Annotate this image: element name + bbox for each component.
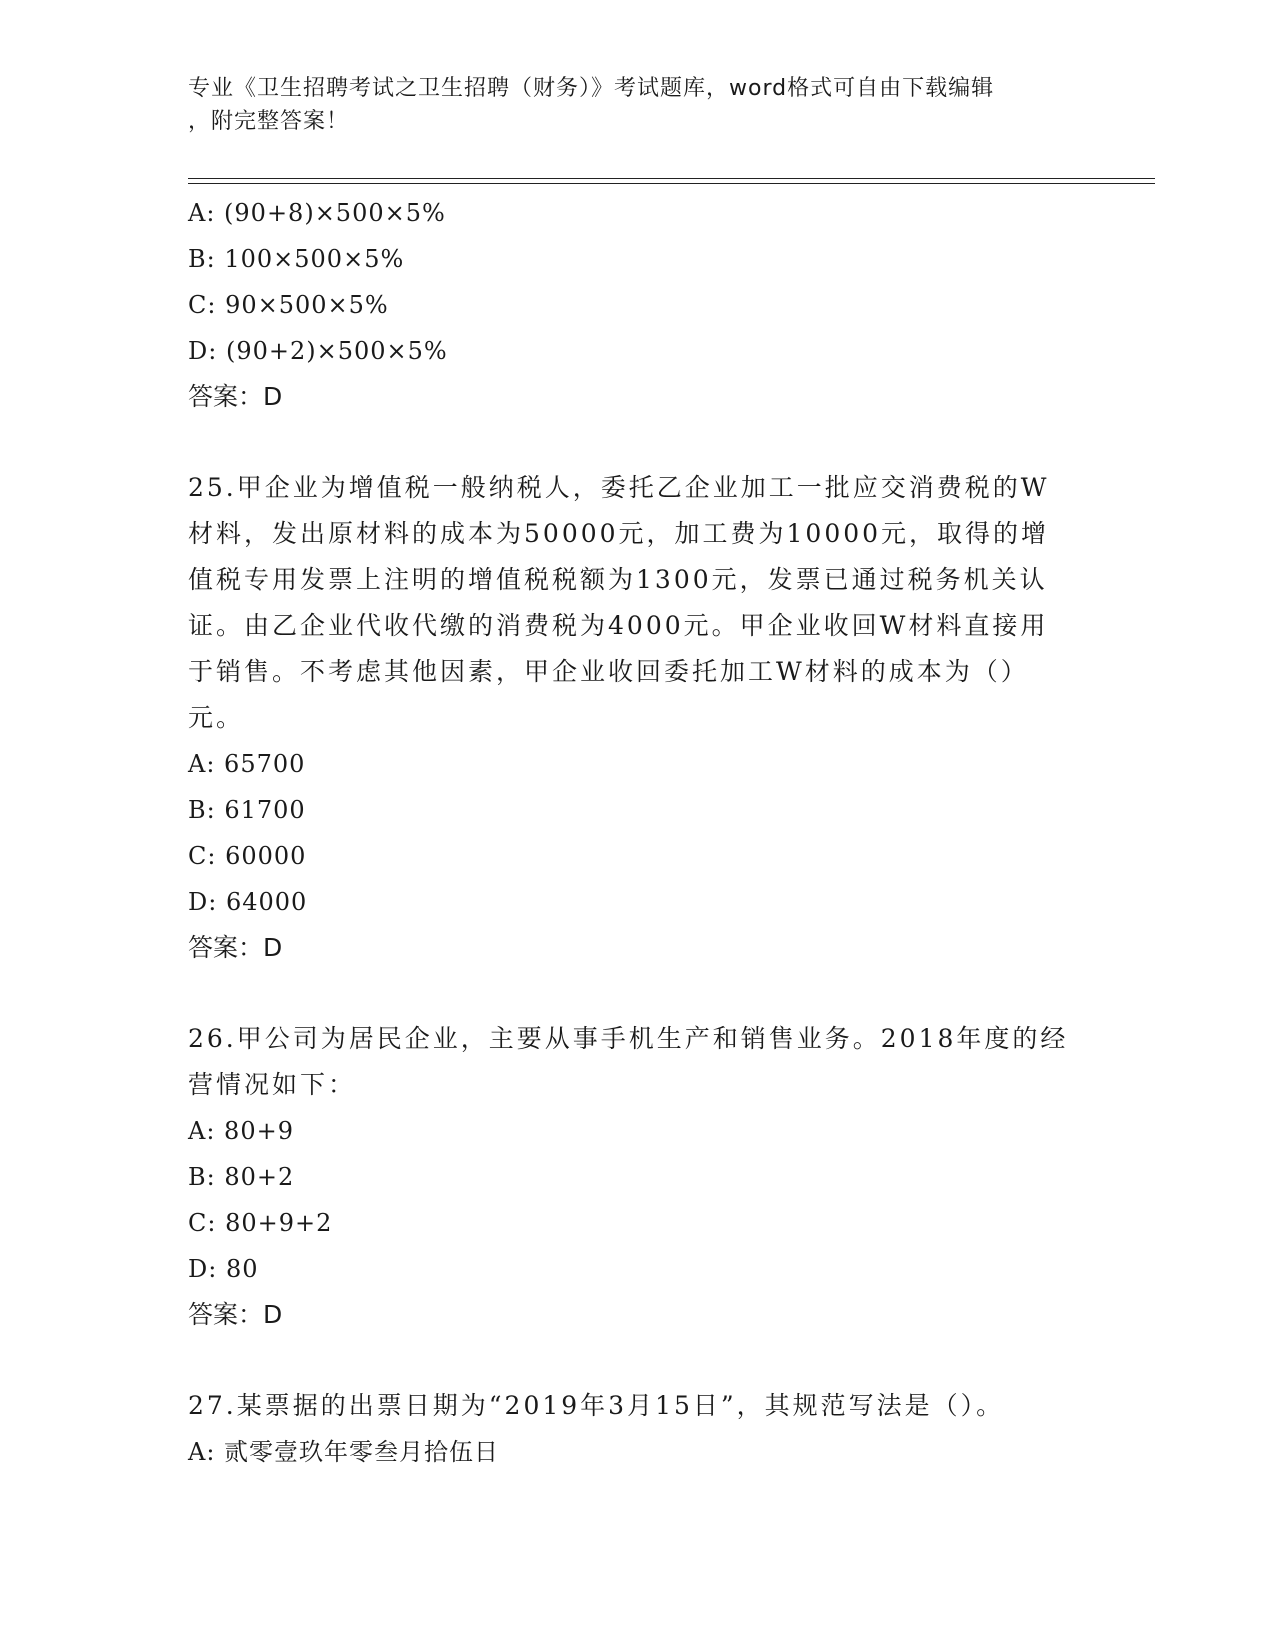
header-line-1: 专业《卫生招聘考试之卫生招聘（财务）》考试题库，word格式可自由下载编辑 — [188, 76, 995, 101]
question-stem-line: 材料，发出原材料的成本为50000元，加工费为10000元，取得的增 — [188, 519, 1050, 548]
question-stem-line: 元。 — [188, 703, 245, 732]
option-a: A: 65700 — [188, 750, 306, 778]
option-b: B: 80+2 — [188, 1163, 295, 1191]
answer: 答案：D — [188, 382, 283, 411]
option-a: A: (90+8)×500×5% — [188, 199, 446, 227]
option-d: D: 64000 — [188, 888, 308, 916]
document-header — [188, 72, 1068, 138]
option-b: B: 100×500×5% — [188, 245, 405, 273]
answer: 答案：D — [188, 933, 283, 962]
option-b: B: 61700 — [188, 796, 306, 824]
option-a: A: 贰零壹玖年零叁月拾伍日 — [188, 1438, 500, 1466]
question-27 — [188, 1383, 1088, 1475]
option-c: C: 60000 — [188, 842, 307, 870]
answer: 答案：D — [188, 1300, 283, 1329]
option-c: C: 90×500×5% — [188, 291, 389, 319]
question-25 — [188, 465, 1088, 971]
question-26 — [188, 1016, 1088, 1338]
option-d: D: (90+2)×500×5% — [188, 337, 448, 365]
question-stem-line: 值税专用发票上注明的增值税税额为1300元，发票已通过税务机关认 — [188, 565, 1048, 594]
option-c: C: 80+9+2 — [188, 1209, 333, 1237]
header-rule-bottom — [188, 183, 1155, 184]
option-a: A: 80+9 — [188, 1117, 294, 1145]
question-stem-line: 26.甲公司为居民企业，主要从事手机生产和销售业务。2018年度的经 — [188, 1024, 1069, 1053]
question-stem-line: 27.某票据的出票日期为“2019年3月15日”，其规范写法是（）。 — [188, 1391, 1005, 1420]
question-stem-line: 于销售。不考虑其他因素，甲企业收回委托加工W材料的成本为（） — [188, 657, 1029, 686]
question-stem-line: 25.甲企业为增值税一般纳税人，委托乙企业加工一批应交消费税的W — [188, 473, 1050, 502]
question-stem-line: 证。由乙企业代收代缴的消费税为4000元。甲企业收回W材料直接用 — [188, 611, 1049, 640]
question-24 — [188, 190, 1088, 420]
option-d: D: 80 — [188, 1255, 259, 1283]
question-stem-line: 营情况如下： — [188, 1070, 357, 1099]
header-rule-top — [188, 178, 1155, 179]
header-line-2: ，附完整答案！ — [188, 109, 350, 134]
question-list — [188, 190, 1088, 1475]
